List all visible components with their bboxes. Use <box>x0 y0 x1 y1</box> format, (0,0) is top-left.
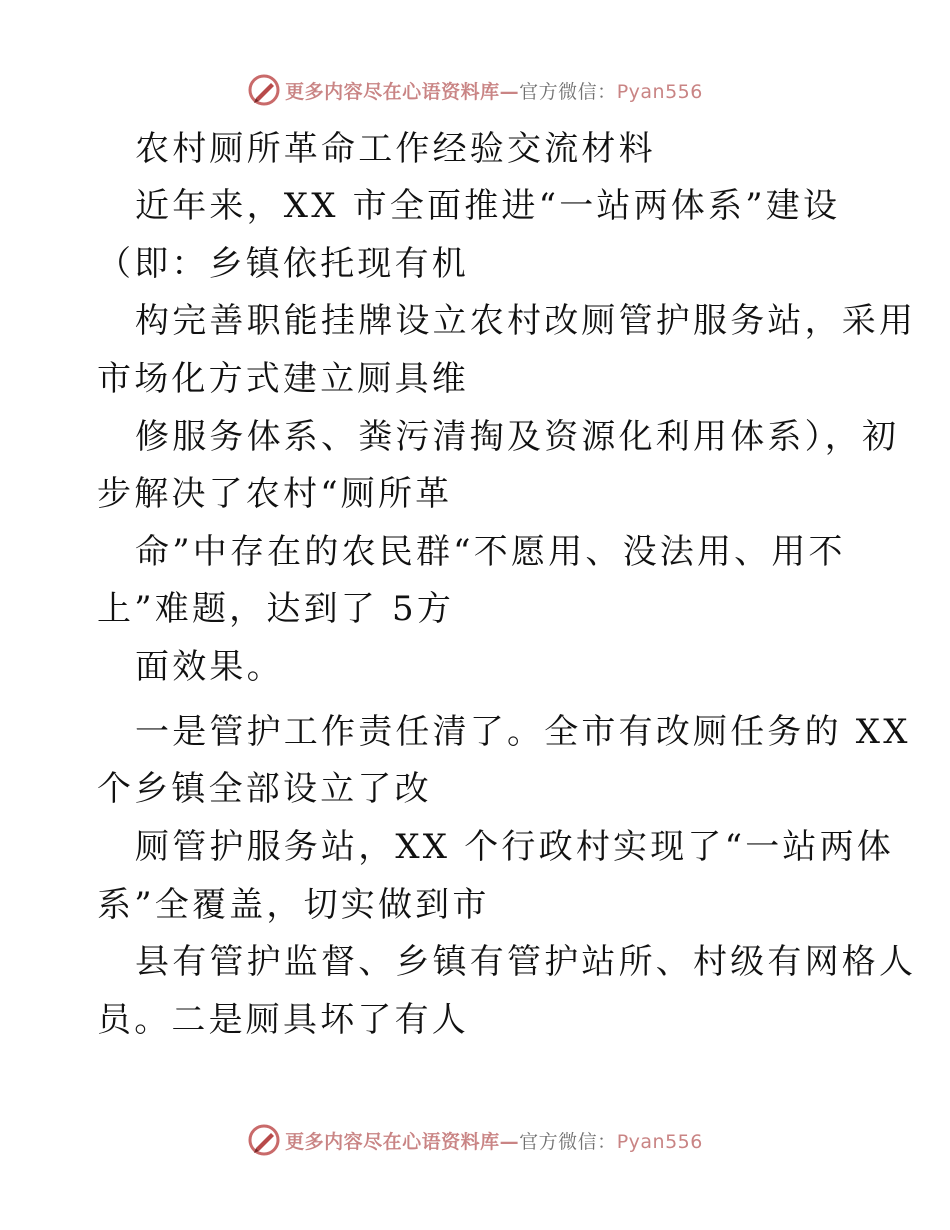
pen-circle-icon <box>247 1123 281 1157</box>
paragraph-line: 上”难题，达到了 5方 <box>97 589 455 629</box>
paragraph-line: 县有管护监督、乡镇有管护站所、村级有网格人 <box>135 942 917 982</box>
paragraph-line: 修服务体系、粪污清掏及资源化利用体系），初 <box>135 417 900 457</box>
paragraph-line: （即：乡镇依托现有机 <box>97 244 469 284</box>
paragraph-line: 步解决了农村“厕所革 <box>97 474 453 514</box>
paragraph-line: 构完善职能挂牌设立农村改厕管护服务站，采用 <box>135 301 917 341</box>
paragraph-line: 系”全覆盖，切实做到市 <box>97 885 490 925</box>
paragraph-line: 一是管护工作责任清了。全市有改厕任务的 XX <box>135 712 911 752</box>
paragraph-line: 命”中存在的农民群“不愿用、没法用、用不 <box>135 532 846 572</box>
paragraph-line: 面效果。 <box>135 647 284 687</box>
paragraph-line: 个乡镇全部设立了改 <box>97 769 432 809</box>
paragraph-line: 员。二是厕具坏了有人 <box>97 1000 469 1040</box>
watermark-banner-top <box>0 70 950 110</box>
document-title: 农村厕所革命工作经验交流材料 <box>135 129 656 169</box>
watermark-banner-bottom <box>0 1120 950 1160</box>
pen-circle-icon <box>247 73 281 107</box>
watermark-text: 更多内容尽在心语资料库—官方微信：Pyan556 <box>285 1130 703 1153</box>
watermark-text: 更多内容尽在心语资料库—官方微信：Pyan556 <box>285 80 703 103</box>
paragraph-line: 市场化方式建立厕具维 <box>97 359 469 399</box>
paragraph-line: 近年来，XX 市全面推进“一站两体系”建设 <box>135 186 841 226</box>
paragraph-line: 厕管护服务站，XX 个行政村实现了“一站两体 <box>135 827 894 867</box>
